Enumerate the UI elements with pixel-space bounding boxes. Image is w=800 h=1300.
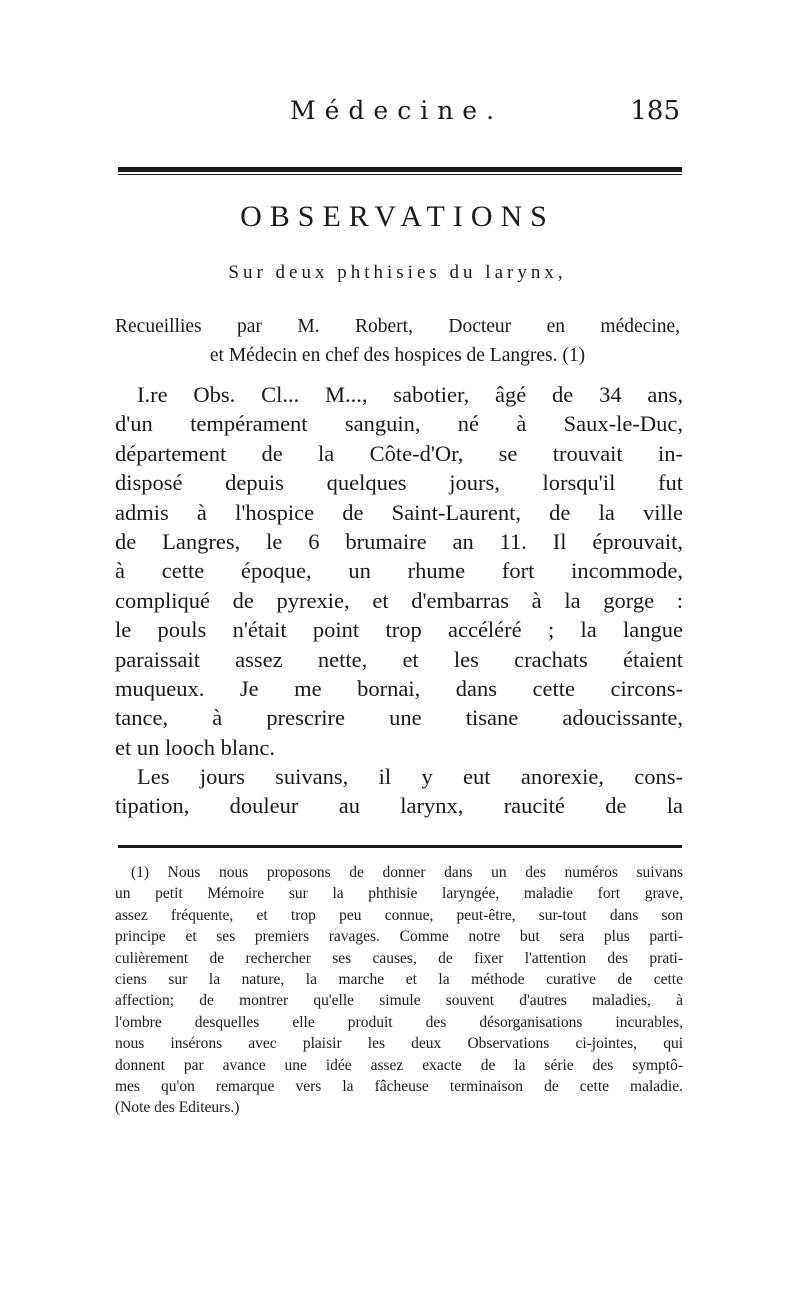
footnote-line: ciens sur la nature, la marche et la méthode curative de cette xyxy=(115,970,683,988)
footnote-line: assez fréquente, et trop peu connue, peut-être, sur-tout dans son xyxy=(115,906,683,924)
body-line: admis à l'hospice de Saint-Laurent, de la ville xyxy=(115,499,683,525)
footnote xyxy=(115,862,683,1119)
header-rule-thick xyxy=(118,167,682,172)
header-rule-thin xyxy=(118,174,682,175)
body-line: département de la Côte-d'Or, se trouvait in- xyxy=(115,440,683,466)
body-line: muqueux. Je me bornai, dans cette circons- xyxy=(115,675,683,701)
body-line: de Langres, le 6 brumaire an 11. Il éprouvait, xyxy=(115,528,683,554)
body-line: d'un tempérament sanguin, né à Saux-le-Duc, xyxy=(115,411,683,437)
footnote-line: mes qu'on remarque vers la fâcheuse terminaison de cette maladie. xyxy=(115,1077,683,1095)
page-number: 185 xyxy=(630,96,680,126)
footnote-line: culièrement de rechercher ses causes, de fixer l'attention des prati- xyxy=(115,949,683,967)
body-line: tance, à prescrire une tisane adoucissante, xyxy=(115,705,683,731)
body-line: le pouls n'était point trop accéléré ; la langue xyxy=(115,617,683,643)
body-text xyxy=(115,380,683,821)
body-line: compliqué de pyrexie, et d'embarras à la gorge : xyxy=(115,587,683,613)
footnote-line: (Note des Editeurs.) xyxy=(115,1099,240,1117)
byline-line: Recueillies par M. Robert, Docteur en médecine, xyxy=(115,316,680,337)
footnote-line: affection; de montrer qu'elle simule souvent d'autres maladies, à xyxy=(115,992,683,1010)
footnote-line: l'ombre desquelles elle produit des désorganisations incurables, xyxy=(115,1013,683,1031)
running-head-title: Médecine. xyxy=(290,96,504,125)
body-line: et un looch blanc. xyxy=(115,734,275,760)
footnote-line: un petit Mémoire sur la phthisie laryngée, maladie fort grave, xyxy=(115,885,683,903)
body-line: I.re Obs. Cl... M..., sabotier, âgé de 34 ans, xyxy=(137,382,683,407)
running-head xyxy=(115,96,680,136)
footnote-line: principe et ses premiers ravages. Comme notre but sera plus parti- xyxy=(115,928,683,946)
article-subtitle: Sur deux phthisies du larynx, xyxy=(228,262,567,283)
footnote-line: (1) Nous nous proposons de donner dans un des numéros suivans xyxy=(131,864,683,881)
body-line: disposé depuis quelques jours, lorsqu'il fut xyxy=(115,470,683,496)
footnote-rule xyxy=(118,845,682,848)
article-byline xyxy=(115,312,680,370)
byline-line: et Médecin en chef des hospices de Langres. (1) xyxy=(209,345,586,366)
body-line: Les jours suivans, il y eut anorexie, cons- xyxy=(137,764,683,790)
article-title: OBSERVATIONS xyxy=(240,200,555,233)
body-line: à cette époque, un rhume fort incommode, xyxy=(115,558,683,584)
body-line: tipation, douleur au larynx, raucité de la xyxy=(115,793,683,819)
footnote-line: donnent par avance une idée assez exacte de la série des symptô- xyxy=(115,1056,683,1074)
body-line: paraissait assez nette, et les crachats étaient xyxy=(115,646,683,672)
footnote-line: nous insérons avec plaisir les deux Observations ci-jointes, qui xyxy=(115,1035,683,1053)
